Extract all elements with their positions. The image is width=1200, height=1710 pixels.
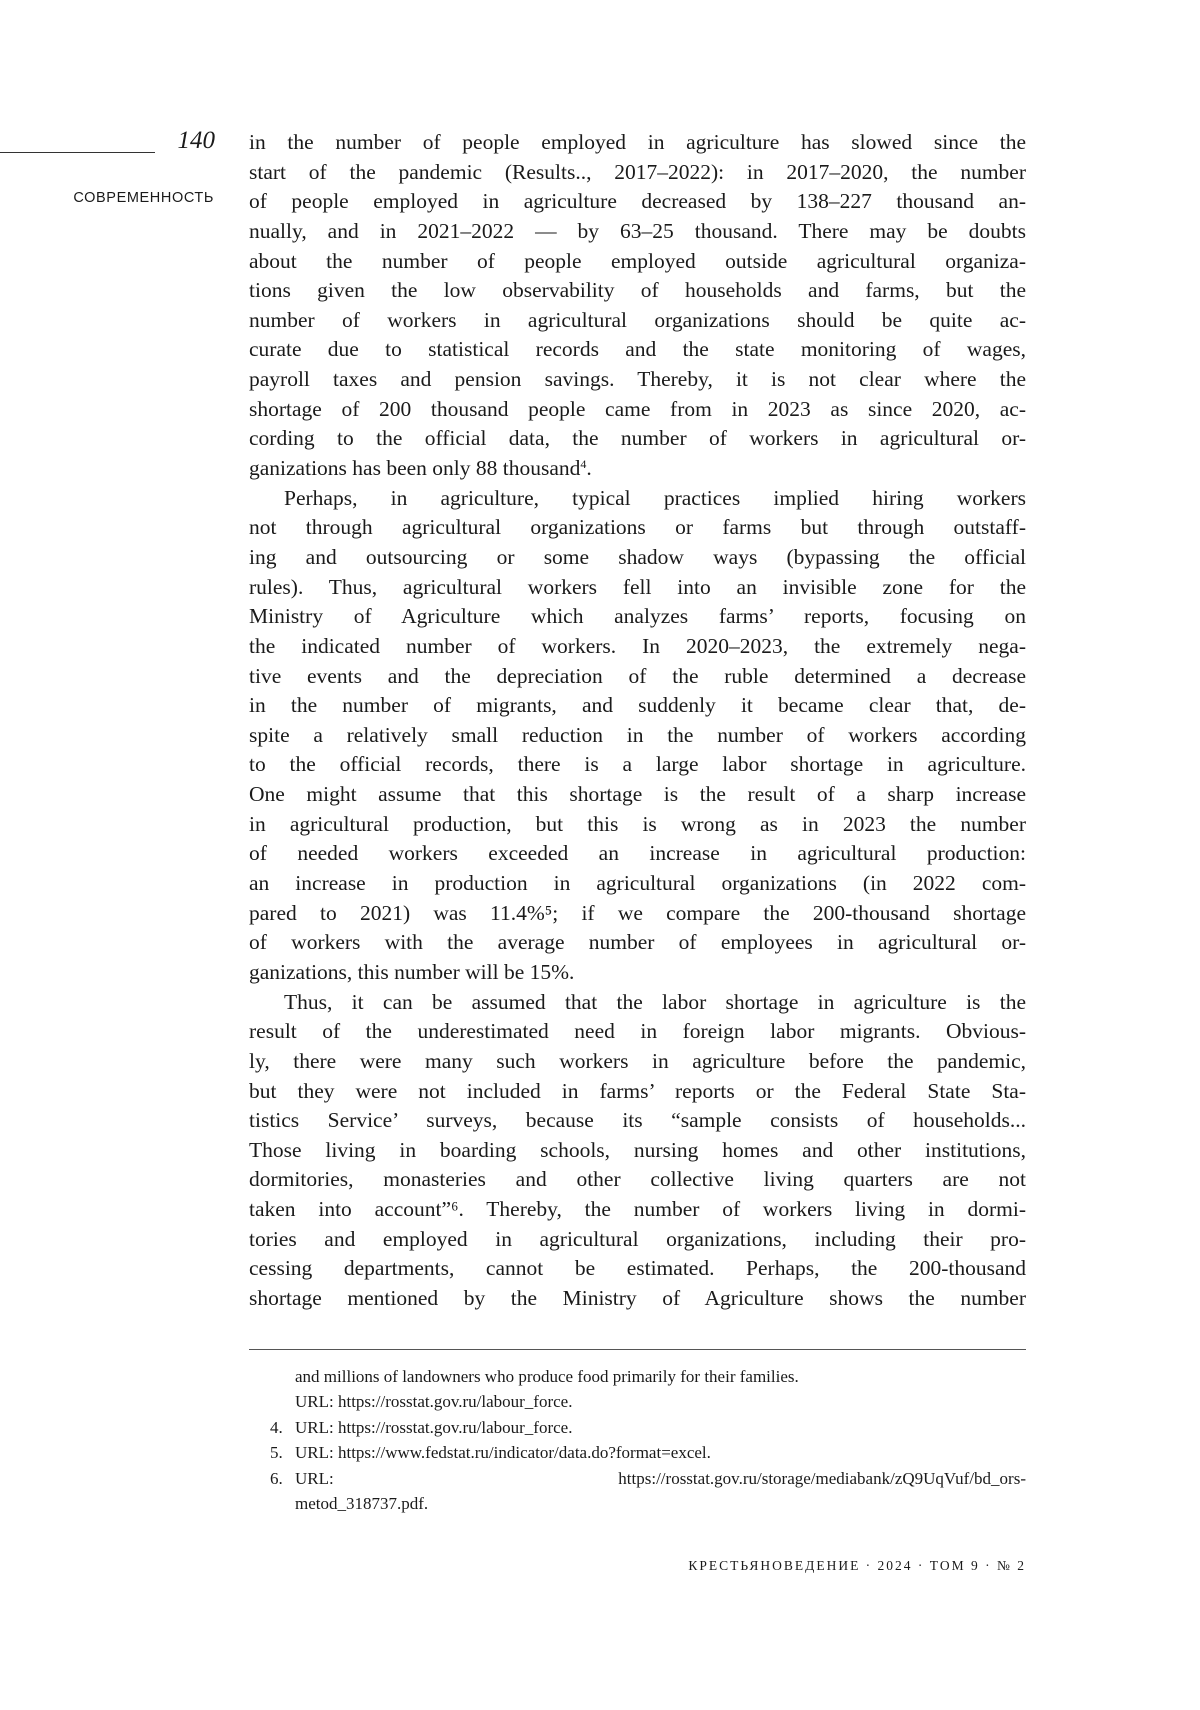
- text-line: payroll taxes and pension savings. Thereby, it is not clear where the: [249, 365, 1026, 395]
- text-line: to the official records, there is a large labor shortage in agriculture.: [249, 750, 1026, 780]
- paragraph: [249, 988, 1026, 1314]
- text-line: rules). Thus, agricultural workers fell into an invisible zone for the: [249, 573, 1026, 603]
- article-body: [249, 128, 1026, 1314]
- text-line: about the number of people employed outside agricultural organiza-: [249, 247, 1026, 277]
- text-line: curate due to statistical records and the state monitoring of wages,: [249, 335, 1026, 365]
- footnote-text: URL: https://www.fedstat.ru/indicator/data.do?format=excel.: [295, 1443, 711, 1462]
- text-line: the indicated number of workers. In 2020–2023, the extremely nega-: [249, 632, 1026, 662]
- footnote-text: URL: https://rosstat.gov.ru/labour_force.: [295, 1418, 572, 1437]
- footnote-line: [295, 1466, 1026, 1491]
- text-line: dormitories, monasteries and other collective living quarters are not: [249, 1165, 1026, 1195]
- text-line: Thus, it can be assumed that the labor shortage in agriculture is the: [249, 988, 1026, 1018]
- text-line: taken into account”⁶. Thereby, the number of workers living in dormi-: [249, 1195, 1026, 1225]
- text-line: tistics Service’ surveys, because its “sample consists of households...: [249, 1106, 1026, 1136]
- text-line: result of the underestimated need in foreign labor migrants. Obvious-: [249, 1017, 1026, 1047]
- text-line: of people employed in agriculture decreased by 138–227 thousand an-: [249, 187, 1026, 217]
- text-line: number of workers in agricultural organizations should be quite ac-: [249, 306, 1026, 336]
- text-line: Perhaps, in agriculture, typical practices implied hiring workers: [249, 484, 1026, 514]
- text-line: nually, and in 2021–2022 — by 63–25 thousand. There may be doubts: [249, 217, 1026, 247]
- page-number: 140: [160, 127, 215, 155]
- text-line: cessing departments, cannot be estimated. Perhaps, the 200-thousand: [249, 1254, 1026, 1284]
- footnote-line: [295, 1389, 1026, 1414]
- text-line: not through agricultural organizations or farms but through outstaff-: [249, 513, 1026, 543]
- text-line: but they were not included in farms’ reports or the Federal State Sta-: [249, 1077, 1026, 1107]
- text-line: ganizations, this number will be 15%.: [249, 958, 1026, 988]
- text-line: Ministry of Agriculture which analyzes farms’ reports, focusing on: [249, 602, 1026, 632]
- text-line: in the number of migrants, and suddenly it became clear that, de-: [249, 691, 1026, 721]
- text-line: tions given the low observability of households and farms, but the: [249, 276, 1026, 306]
- text-line: One might assume that this shortage is the result of a sharp increase: [249, 780, 1026, 810]
- text-line: shortage mentioned by the Ministry of Agriculture shows the number: [249, 1284, 1026, 1314]
- footnote-text: URL: https://rosstat.gov.ru/storage/mediabank/zQ9UqVuf/bd_ors-: [295, 1469, 1026, 1488]
- footnote-number: 6.: [270, 1466, 283, 1491]
- text-line: an increase in production in agricultural organizations (in 2022 com-: [249, 869, 1026, 899]
- footnote-line: [295, 1491, 1026, 1516]
- text-line: ganizations has been only 88 thousand4.: [249, 454, 1026, 484]
- text-line: cording to the official data, the number of workers in agricultural or-: [249, 424, 1026, 454]
- paragraph: [249, 128, 1026, 484]
- text-line: ly, there were many such workers in agriculture before the pandemic,: [249, 1047, 1026, 1077]
- footnote-line: [295, 1364, 1026, 1389]
- footnote-number: 4.: [270, 1415, 283, 1440]
- text-line: start of the pandemic (Results.., 2017–2022): in 2017–2020, the number: [249, 158, 1026, 188]
- footnotes: [295, 1364, 1026, 1516]
- footnote-rule: [249, 1349, 1026, 1350]
- text-line: spite a relatively small reduction in the number of workers according: [249, 721, 1026, 751]
- section-title: СОВРЕМЕННОСТЬ: [0, 190, 214, 206]
- text-line: shortage of 200 thousand people came from in 2023 as since 2020, ac-: [249, 395, 1026, 425]
- text-line: tories and employed in agricultural organizations, including their pro-: [249, 1225, 1026, 1255]
- text-line: tive events and the depreciation of the ruble determined a decrease: [249, 662, 1026, 692]
- footnote-number: 5.: [270, 1440, 283, 1465]
- footnote-line: [295, 1440, 1026, 1465]
- text-line: of needed workers exceeded an increase in agricultural production:: [249, 839, 1026, 869]
- text-line: Those living in boarding schools, nursing homes and other institutions,: [249, 1136, 1026, 1166]
- text-line: in the number of people employed in agriculture has slowed since the: [249, 128, 1026, 158]
- header-rule: [0, 152, 155, 153]
- text-line: in agricultural production, but this is wrong as in 2023 the number: [249, 810, 1026, 840]
- text-line: of workers with the average number of employees in agricultural or-: [249, 928, 1026, 958]
- footnote-line: [295, 1415, 1026, 1440]
- paragraph: [249, 484, 1026, 988]
- journal-footer: КРЕСТЬЯНОВЕДЕНИЕ · 2024 · ТОМ 9 · № 2: [688, 1558, 1026, 1574]
- footnote-ref[interactable]: 4: [580, 457, 586, 471]
- footnote-text: metod_318737.pdf.: [295, 1494, 428, 1513]
- text-line: pared to 2021) was 11.4%⁵; if we compare the 200-thousand shortage: [249, 899, 1026, 929]
- text-line: ing and outsourcing or some shadow ways (bypassing the official: [249, 543, 1026, 573]
- footnote-text: URL: https://rosstat.gov.ru/labour_force.: [295, 1392, 572, 1411]
- footnote-text: and millions of landowners who produce food primarily for their families.: [295, 1367, 799, 1386]
